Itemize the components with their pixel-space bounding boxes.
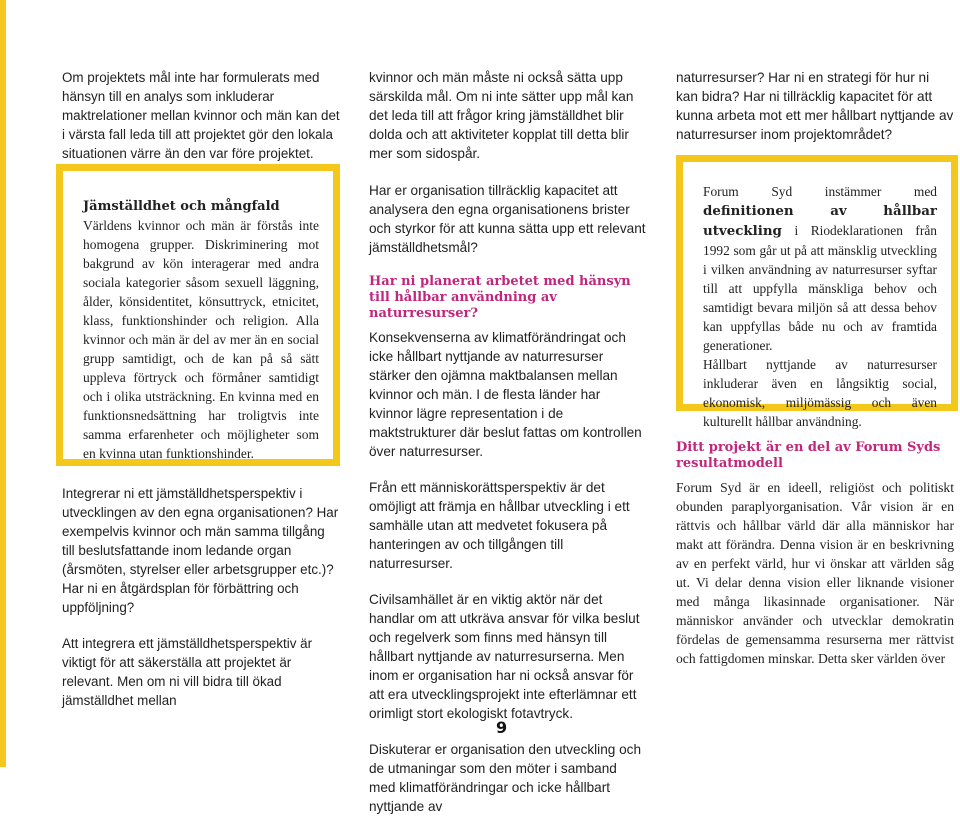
col2-paragraph-3: Konsekvenserna av klimatförändringat och icke hållbart nyttjande av naturresurser stärker den ojämna maktbalansen mellan kvinnor och män. I de flesta länder har kvinnor lägre representation i de maktstrukturer där beslut fattas om kontrollen över naturresurser. bbox=[369, 330, 642, 459]
box3-intro: Forum Syd instämmer med bbox=[703, 184, 937, 199]
col2-heading: Har ni planerat arbetet med hänsyn till hållbar användning av naturresurser? bbox=[369, 274, 631, 321]
col2-paragraph-1: kvinnor och män måste ni också sätta upp särskilda mål. Om ni inte sätter upp mål kan det leda till att frågor kring jämställdhet blir dolda och att aktiviteter kopplat till detta blir mer som sidospår. bbox=[369, 70, 634, 161]
col2-paragraph-4: Från ett människorättsperspektiv är det omöjligt att främja en hållbar utveckling i ett samhälle utan att medvetet fokusera på hanteringen av och tillgången till naturresurser. bbox=[369, 480, 630, 571]
col2-paragraph-2: Har er organisation tillräcklig kapacitet att analysera den egna organisationens brister och styrkor för att kunna sätta upp ett relevant jämställdhetsmål? bbox=[369, 183, 646, 255]
col3-paragraph-2: Forum Syd är en ideell, religiöst och politiskt obunden paraplyorganisation. Vår vision är en rättvis och hållbar värld där alla människor har makt att förändra. Denna vision är en beskrivning av en perfekt värld, hur vi önskar att världen såg ut. Vi delar denna vision eller liknande visioner med många likasinnade organisationer. När människor använder och utvecklar demokratin fördelas de gemensamma resurserna mer rättvist och fattigdomen minskar. Detta sker världen över bbox=[676, 480, 954, 666]
box3-text-2: Hållbart nyttjande av naturresurser inkluderar även en långsiktig social, ekonomisk, miljömässig och även kulturellt hållbar användning. bbox=[703, 357, 937, 429]
box3-text-1 bbox=[703, 182, 937, 355]
column-2 bbox=[369, 68, 647, 816]
box-text: Världens kvinnor och män är förstås inte homogena grupper. Diskriminering mot bakgrund av kön interagerar med andra sociala kategorier såsom sexuell läggning, ålder, könsidentitet, könsuttryck, etnicitet, klass, funktionshinder och religion. Alla kvinnor och män är del av mer än en social grupp samtidigt, och de kan på så sätt uppleva förtryck och förmåner samtidigt och i olika utsträckning. En kvinna med en funktionsnedsättning har troligtvis inte samma erfarenheter och möjligheter som en kvinna utan funktionshinder. bbox=[83, 218, 319, 461]
col3-paragraph-1: naturresurser? Har ni en strategi för hur ni kan bidra? Har ni tillräcklig kapacitet för att kunna arbeta mot ett mer hållbart nyttjande av naturresurser inom projektområdet? bbox=[676, 70, 954, 142]
box3-definition-bold: definitionen av hållbar utveckling bbox=[703, 203, 937, 239]
info-box-jamstalldhet bbox=[56, 164, 340, 466]
col2-paragraph-6: Diskuterar er organisation den utveckling och de utmaningar som den möter i samband med klimatförändringar och icke hållbart nyttjande av bbox=[369, 742, 642, 814]
col1-paragraph-2: Integrerar ni ett jämställdhetsperspektiv i utvecklingen av den egna organisationen? Har exempelvis kvinnor och män samma tillgång till beslutsfattande inom ledande organ (årsmöten, styrelser eller arbetsgrupper etc.)? Har ni en åtgärdsplan för förbättring och uppföljning? bbox=[62, 486, 339, 615]
col1-paragraph-1: Om projektets mål inte har formulerats med hänsyn till en analys som inkluderar maktrelationer mellan kvinnor och män kan det i värsta fall leda till att projektet gör den lokala situationen värre än den var före projektet. bbox=[62, 70, 340, 161]
info-box-hallbar-utveckling bbox=[676, 155, 958, 429]
box3-definition-text: i Riodeklarationen från 1992 som går ut på att mänsklig utveckling i vilken användning av naturresurser syftar till att uppfylla mänskliga behov och samtidigt bevara miljön så att dessa behov kan uppfyllas både nu och av framtida generationer. bbox=[703, 223, 937, 353]
col1-paragraph-3: Att integrera ett jämställdhetsperspektiv är viktigt för att säkerställa att projektet är relevant. Men om ni vill bidra till ökad jämställdhet mellan bbox=[62, 636, 313, 708]
column-3-lower bbox=[676, 440, 954, 668]
column-1-lower bbox=[62, 484, 340, 710]
page-number: 9 bbox=[496, 718, 508, 737]
col3-heading: Ditt projekt är en del av Forum Syds resultatmodell bbox=[676, 440, 941, 471]
col2-paragraph-5: Civilsamhället är en viktig aktör när det handlar om att utkräva ansvar för vilka beslut och regelverk som finns med hänsyn till hållbart nyttjande av naturresurserna. Men inom er organisation har ni också ansvar för att era utvecklingsprojekt inte efterlämnar ett orimligt stort ekologiskt fotavtryck. bbox=[369, 592, 640, 721]
column-3 bbox=[676, 68, 954, 144]
left-edge-accent-bar bbox=[0, 0, 6, 767]
column-1 bbox=[62, 68, 340, 163]
box-heading: Jämställdhet och mångfald bbox=[83, 199, 280, 214]
